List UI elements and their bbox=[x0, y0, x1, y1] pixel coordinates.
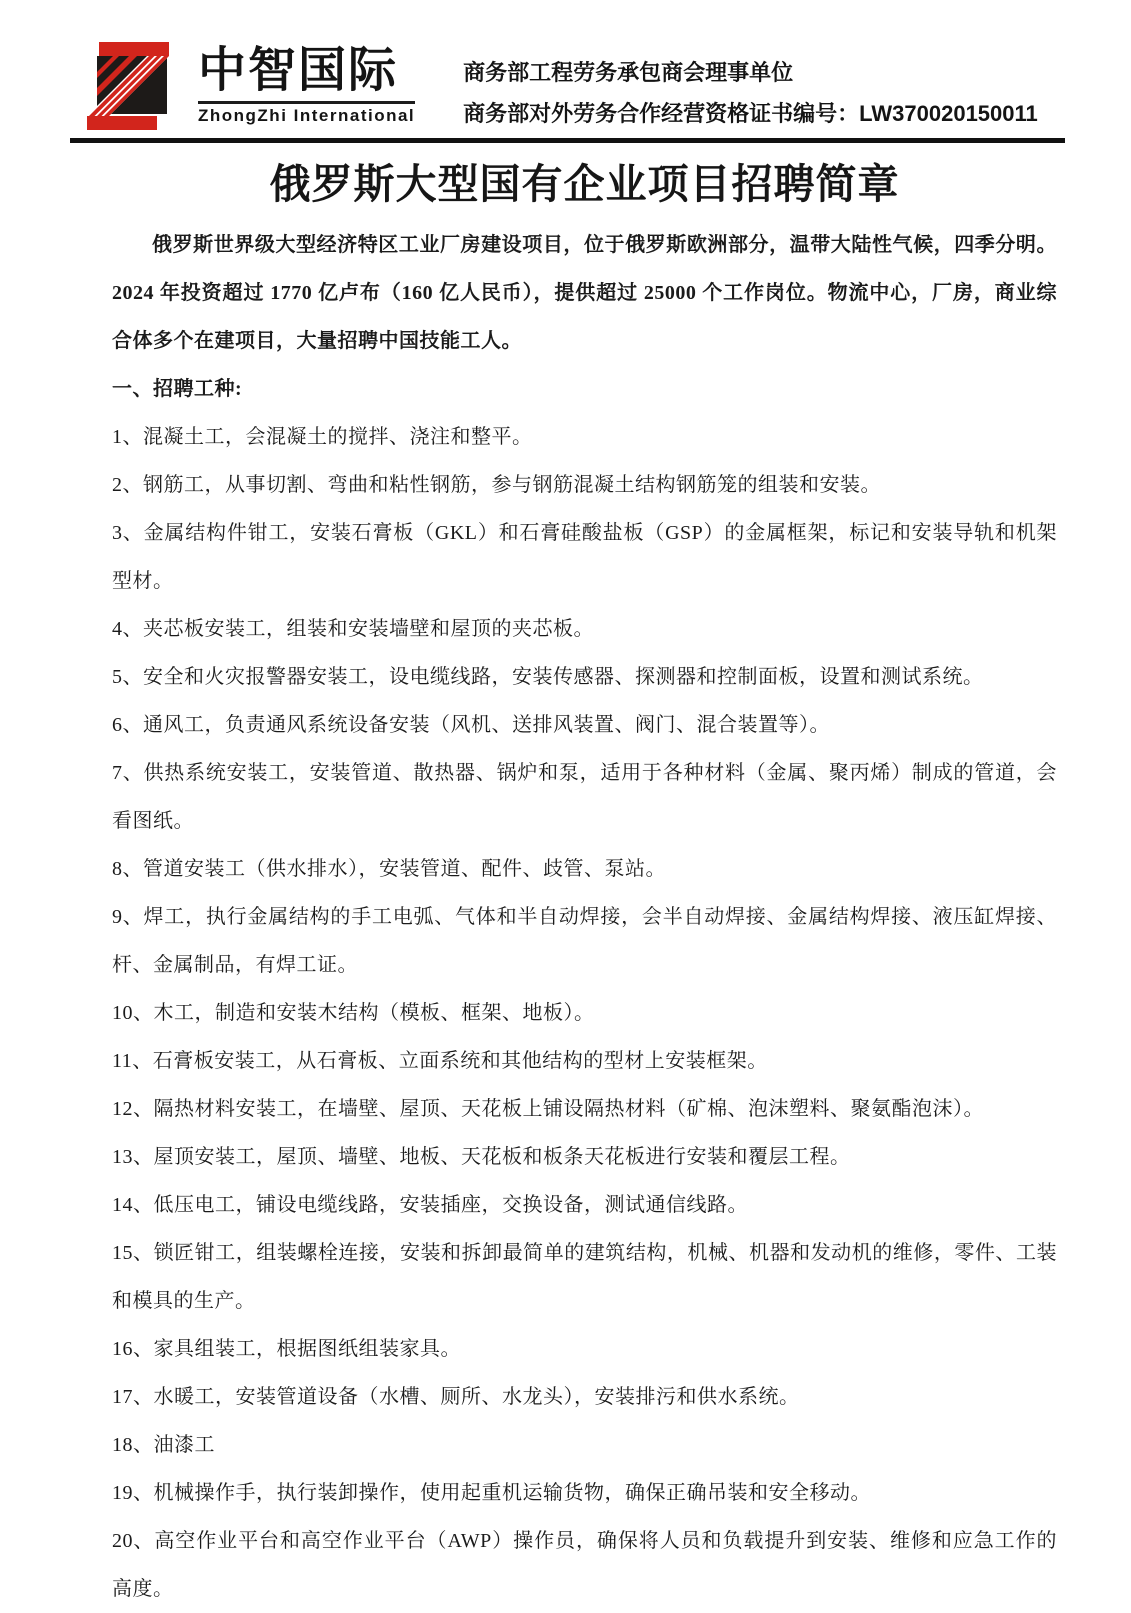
certification-lines bbox=[463, 42, 1038, 134]
company-logo bbox=[76, 42, 415, 130]
page-title: 俄罗斯大型国有企业项目招聘简章 bbox=[269, 161, 900, 207]
job-item: 15、锁匠钳工，组装螺栓连接，安装和拆卸最简单的建筑结构，机械、机器和发动机的维修，零件、工装和模具的生产。 bbox=[112, 1242, 1057, 1312]
job-item: 8、管道安装工（供水排水），安装管道、配件、歧管、泵站。 bbox=[112, 858, 666, 880]
job-item: 3、金属结构件钳工，安装石膏板（GKL）和石膏硅酸盐板（GSP）的金属框架，标记和安装导轨和机架型材。 bbox=[112, 522, 1057, 592]
job-item: 12、隔热材料安装工，在墙壁、屋顶、天花板上铺设隔热材料（矿棉、泡沫塑料、聚氨酯泡沫）。 bbox=[112, 1098, 984, 1120]
logo-en-text: ZhongZhi International bbox=[198, 106, 416, 125]
cert-line-2 bbox=[463, 93, 1038, 134]
job-item: 16、家具组装工，根据图纸组装家具。 bbox=[112, 1338, 461, 1360]
job-item: 1、混凝土工，会混凝土的搅拌、浇注和整平。 bbox=[112, 426, 533, 448]
job-item: 4、夹芯板安装工，组装和安装墙壁和屋顶的夹芯板。 bbox=[112, 618, 594, 640]
cert-line-1: 商务部工程劳务承包商会理事单位 bbox=[463, 60, 794, 85]
job-item: 14、低压电工，铺设电缆线路，安装插座，交换设备，测试通信线路。 bbox=[112, 1194, 748, 1216]
job-item: 6、通风工，负责通风系统设备安装（风机、送排风装置、阀门、混合装置等）。 bbox=[112, 714, 830, 736]
job-item: 9、焊工，执行金属结构的手工电弧、气体和半自动焊接，会半自动焊接、金属结构焊接、液压缸焊接、杆、金属制品，有焊工证。 bbox=[112, 906, 1057, 976]
intro-paragraph: 俄罗斯世界级大型经济特区工业厂房建设项目，位于俄罗斯欧洲部分，温带大陆性气候，四季分明。2024 年投资超过 1770 亿卢布（160 亿人民币），提供超过 25000 个工作岗位。物流中心，厂房，商业综合体多个在建项目，大量招聘中国技能工人。 bbox=[112, 234, 1057, 352]
job-item: 2、钢筋工，从事切割、弯曲和粘性钢筋，参与钢筋混凝土结构钢筋笼的组装和安装。 bbox=[112, 474, 881, 496]
job-item: 18、油漆工 bbox=[112, 1434, 215, 1456]
job-item: 20、高空作业平台和高空作业平台（AWP）操作员，确保将人员和负载提升到安装、维修和应急工作的高度。 bbox=[112, 1530, 1057, 1600]
job-item: 7、供热系统安装工，安装管道、散热器、锅炉和泵，适用于各种材料（金属、聚丙烯）制成的管道，会看图纸。 bbox=[112, 762, 1057, 832]
job-item: 10、木工，制造和安装木结构（模板、框架、地板）。 bbox=[112, 1002, 595, 1024]
logo-divider bbox=[198, 101, 415, 104]
header-divider-rule bbox=[70, 138, 1065, 143]
document-body bbox=[0, 155, 1131, 1613]
logo-cn-text: 中智国际 bbox=[198, 44, 399, 97]
letterhead bbox=[0, 0, 1131, 134]
job-item: 5、安全和火灾报警器安装工，设电缆线路，安装传感器、探测器和控制面板，设置和测试系统。 bbox=[112, 666, 984, 688]
job-item: 13、屋顶安装工，屋顶、墙壁、地板、天花板和板条天花板进行安装和覆层工程。 bbox=[112, 1146, 851, 1168]
job-item: 11、石膏板安装工，从石膏板、立面系统和其他结构的型材上安装框架。 bbox=[112, 1050, 768, 1072]
cert-license-number: LW370020150011 bbox=[859, 101, 1038, 126]
cert-line-2-label: 商务部对外劳务合作经营资格证书编号： bbox=[463, 101, 860, 126]
section-heading: 一、招聘工种: bbox=[112, 378, 243, 400]
zhongzhi-z-logo-icon bbox=[76, 42, 188, 130]
job-item: 17、水暖工，安装管道设备（水槽、厕所、水龙头），安装排污和供水系统。 bbox=[112, 1386, 800, 1408]
job-item: 19、机械操作手，执行装卸操作，使用起重机运输货物，确保正确吊装和安全移动。 bbox=[112, 1482, 871, 1504]
